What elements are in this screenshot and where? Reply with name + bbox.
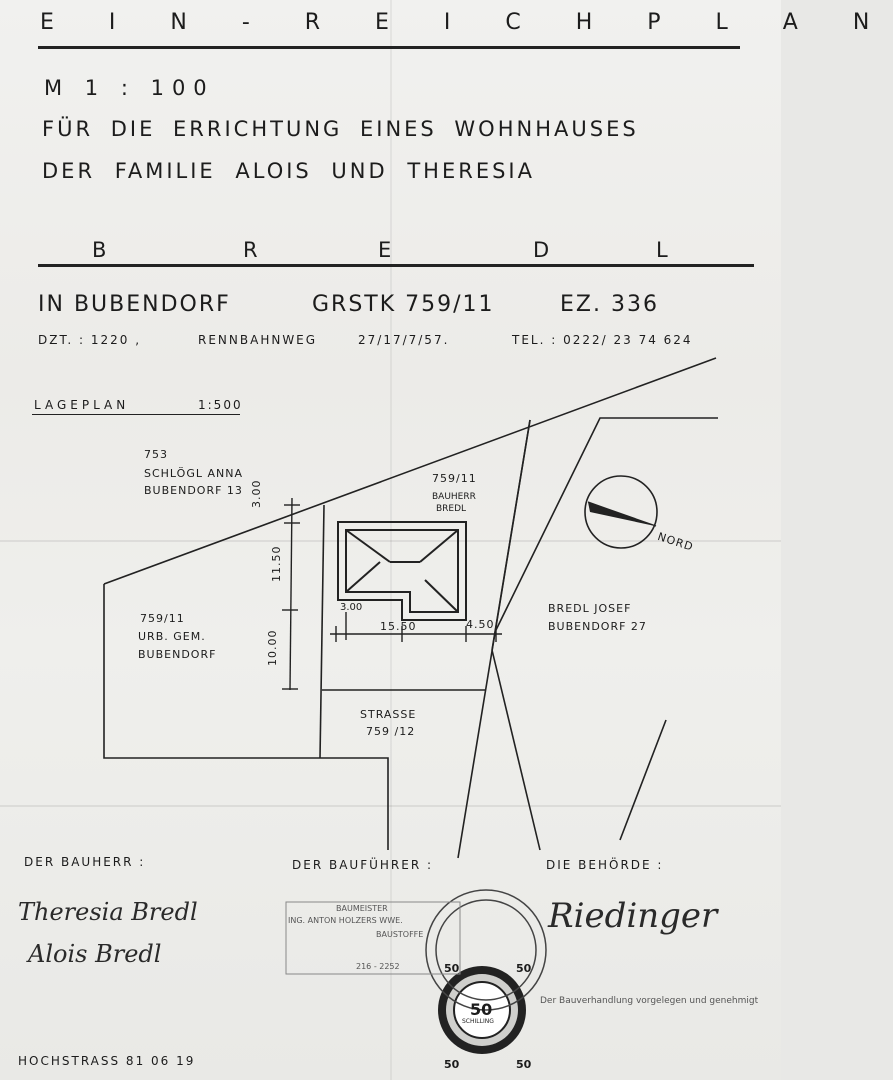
address-tel: TEL. : 0222/ 23 74 624 xyxy=(512,333,693,347)
parcel-753-number: 753 xyxy=(144,448,168,461)
builder-signature-label: DER BAUFÜHRER : xyxy=(292,858,434,872)
stamp-value: 50 xyxy=(516,962,532,975)
owner-signature-alois: Alois Bredl xyxy=(28,940,162,968)
parcel-left-address: BUBENDORF xyxy=(138,648,217,661)
dimension-label: 10.00 xyxy=(266,629,279,666)
name-letter: D xyxy=(533,238,550,262)
stamp-value: 50 xyxy=(444,962,460,975)
dimension-label: 3.00 xyxy=(340,602,363,613)
street-number: 759 /12 xyxy=(366,725,416,738)
stamp-value: 50 xyxy=(470,1000,493,1019)
location-place: IN BUBENDORF xyxy=(38,292,231,317)
authority-approval-note: Der Bauverhandlung vorgelegen und genehmigt xyxy=(540,996,759,1006)
plan-title: E I N - R E I C H P L A N xyxy=(40,10,893,35)
authority-signature: Riedinger xyxy=(548,896,718,936)
plan-scale: M 1 : 100 xyxy=(44,76,215,100)
dimension-label: 4.50 xyxy=(466,618,495,631)
builder-stamp-line: ING. ANTON HOLZERS WWE. xyxy=(288,916,403,925)
boundary-line xyxy=(496,418,718,630)
stamp-value: 50 xyxy=(444,1058,460,1071)
name-letter: R xyxy=(243,238,258,262)
boundary-line xyxy=(492,420,530,650)
plot-number: 759/11 xyxy=(432,472,477,485)
parcel-753-owner: SCHLÖGL ANNA xyxy=(144,467,243,480)
purpose-line-2: DER FAMILIE ALOIS UND THERESIA xyxy=(42,159,535,183)
address-street: RENNBAHNWEG xyxy=(198,333,318,347)
plot-owner-label: BAUHERR xyxy=(432,492,476,502)
builder-stamp-line: BAUSTOFFE xyxy=(376,930,424,939)
owner-signature-label: DER BAUHERR : xyxy=(24,855,146,869)
location-ez: EZ. 336 xyxy=(560,292,659,317)
name-letter: B xyxy=(92,238,107,262)
boundary-line xyxy=(620,720,666,840)
name-letter: E xyxy=(378,238,392,262)
dimension-label: 11.50 xyxy=(270,545,283,582)
site-plan-heading: LAGEPLAN xyxy=(34,398,130,412)
address-dzt: DZT. : 1220 , xyxy=(38,333,142,347)
site-plan-scale: 1:500 xyxy=(198,398,243,412)
builder-stamp-line: 216 - 2252 xyxy=(356,962,400,971)
north-label: NORD xyxy=(655,530,696,554)
footer-place-date: HOCHSTRASS 81 06 19 xyxy=(18,1054,196,1068)
dimension-lines xyxy=(282,498,502,690)
owner-signature-theresia: Theresia Bredl xyxy=(18,898,198,926)
dimension-label: 3.00 xyxy=(250,479,263,508)
street-label: STRASSE xyxy=(360,708,417,721)
boundary-line xyxy=(320,505,324,758)
name-letter: L xyxy=(656,238,668,262)
stamp-value: 50 xyxy=(516,1058,532,1071)
builder-stamp-line: BAUMEISTER xyxy=(336,904,388,913)
authority-signature-label: DIE BEHÖRDE : xyxy=(546,858,664,872)
location-plot: GRSTK 759/11 xyxy=(312,292,495,317)
north-arrow xyxy=(585,476,657,548)
parcel-left-number: 759/11 xyxy=(140,612,185,625)
plot-owner-name: BREDL xyxy=(436,504,467,514)
purpose-line-1: FÜR DIE ERRICHTUNG EINES WOHNHAUSES xyxy=(42,117,639,141)
address-number: 27/17/7/57. xyxy=(358,333,450,347)
parcel-left-owner: URB. GEM. xyxy=(138,630,206,643)
parcel-753-address: BUBENDORF 13 xyxy=(144,484,243,497)
neighbor-name: BREDL JOSEF xyxy=(548,602,632,615)
stamp-unit: SCHILLING xyxy=(462,1018,494,1025)
neighbor-address: BUBENDORF 27 xyxy=(548,620,647,633)
boundary-line xyxy=(492,650,540,850)
dimension-label: 15.50 xyxy=(380,620,417,633)
